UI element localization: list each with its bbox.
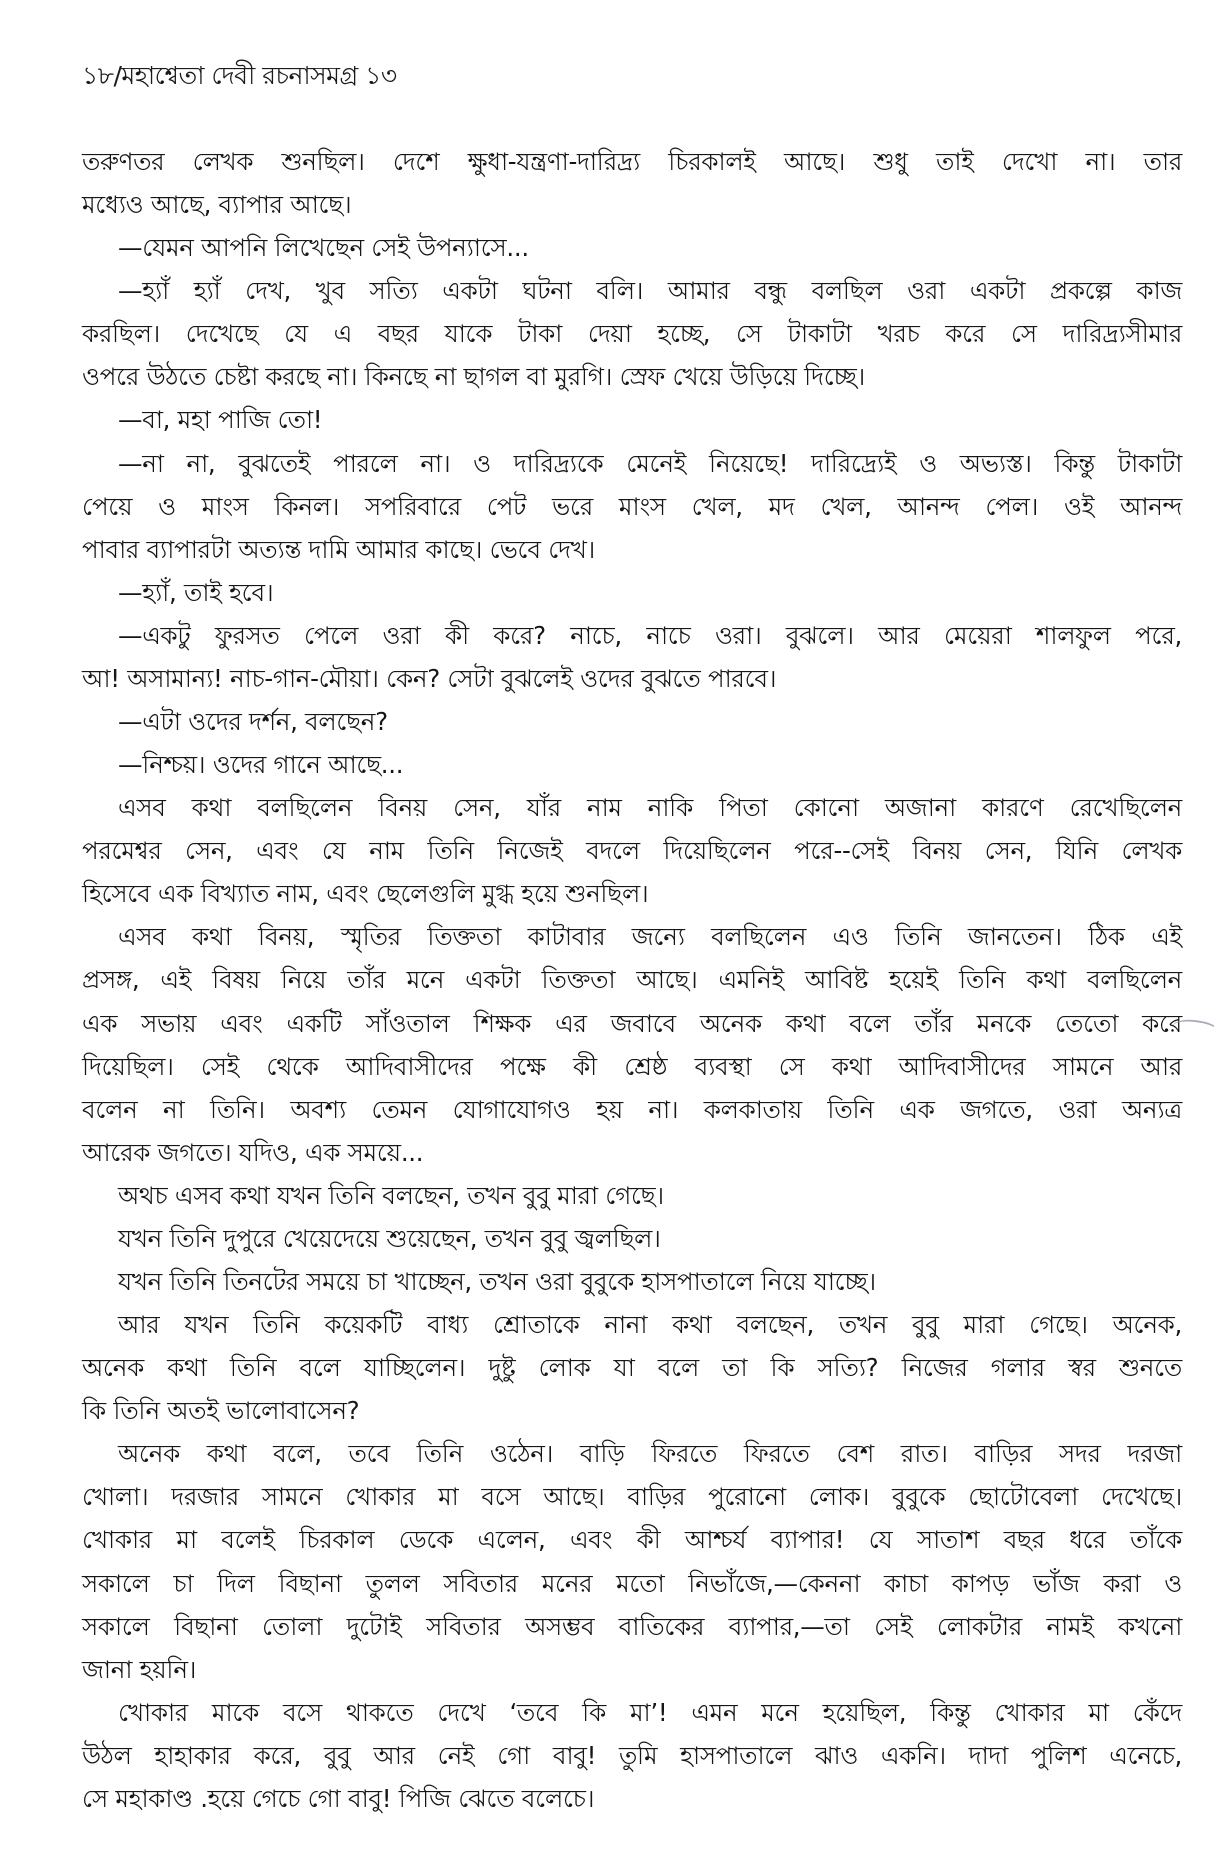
text-line: —নিশ্চয়। ওদের গানে আছে...	[118, 750, 404, 780]
text-line: মধ্যেও আছে, ব্যাপার আছে।	[82, 190, 352, 220]
text-line: দিয়েছিল। সেই থেকে আদিবাসীদের পক্ষে কী শ্রেষ্ঠ ব্যবস্থা সে কথা আদিবাসীদের সামনে আর	[82, 1051, 1182, 1081]
text-line: আর যখন তিনি কয়েকটি বাধ্য শ্রোতাকে নানা কথা বলছেন, তখন বুবু মারা গেছে। অনেক,	[118, 1310, 1182, 1340]
text-line: উঠল হাহাকার করে, বুবু আর নেই গো বাবু! তুমি হাসপাতালে ঝাও একনি। দাদা পুলিশ এনেচে,	[82, 1740, 1182, 1770]
text-line: অনেক কথা তিনি বলে যাচ্ছিলেন। দুষ্টু লোক যা বলে তা কি সত্যি? নিজের গলার স্বর শুনতে	[82, 1353, 1182, 1383]
text-line: হিসেবে এক বিখ্যাত নাম, এবং ছেলেগুলি মুগ্ধ হয়ে শুনছিল।	[82, 879, 649, 909]
text-line: —হ্যাঁ হ্যাঁ দেখ, খুব সত্যি একটা ঘটনা বলি। আমার বন্ধু বলছিল ওরা একটা প্রকল্পে কাজ	[118, 276, 1182, 306]
text-line: যখন তিনি তিনটের সময়ে চা খাচ্ছেন, তখন ওরা বুবুকে হাসপাতালে নিয়ে যাচ্ছে।	[118, 1267, 876, 1296]
text-line: অথচ এসব কথা যখন তিনি বলছেন, তখন বুবু মারা গেছে।	[118, 1180, 664, 1210]
text-line: ওপরে উঠতে চেষ্টা করছে না। কিনছে না ছাগল বা মুরগি। স্রেফ খেয়ে উড়িয়ে দিচ্ছে।	[82, 362, 865, 392]
text-line: —না না, বুঝতেই পারলে না। ও দারিদ্র্যকে মেনেই নিয়েছে! দারিদ্র্যেই ও অভ্যস্ত। কিন্তু টাকাটা	[118, 448, 1182, 478]
running-head: ১৮/মহাশ্বেতা দেবী রচনাসমগ্র ১৩	[82, 61, 397, 90]
text-line: বলেন না তিনি। অবশ্য তেমন যোগাযোগও হয় না। কলকাতায় তিনি এক জগতে, ওরা অন্যত্র	[82, 1094, 1182, 1124]
text-line: এসব কথা বিনয়, স্মৃতির তিক্ততা কাটাবার জন্যে বলছিলেন এও তিনি জানতেন। ঠিক এই	[118, 922, 1182, 952]
text-line: এসব কথা বলছিলেন বিনয় সেন, যাঁর নাম নাকি পিতা কোনো অজানা কারণে রেখেছিলেন	[118, 793, 1182, 823]
text-line: পরমেশ্বর সেন, এবং যে নাম তিনি নিজেই বদলে দিয়েছিলেন পরে--সেই বিনয় সেন, যিনি লেখক	[82, 836, 1182, 866]
text-line: খোলা। দরজার সামনে খোকার মা বসে আছে। বাড়ির পুরোনো লোক। বুবুকে ছোটোবেলা দেখেছে।	[82, 1482, 1182, 1512]
text-line: —একটু ফুরসত পেলে ওরা কী করে? নাচে, নাচে ওরা। বুঝলে। আর মেয়েরা শালফুল পরে,	[118, 620, 1182, 650]
text-line: সে মহাকাণ্ড .হয়ে গেচে গো বাবু! পিজি ঝেতে বলেচে।	[82, 1783, 595, 1813]
text-line: —হ্যাঁ, তাই হবে।	[118, 577, 274, 607]
text-line: প্রসঙ্গ, এই বিষয় নিয়ে তাঁর মনে একটা তিক্ততা আছে। এমনিই আবিষ্ট হয়েই তিনি কথা বলছিলেন	[82, 965, 1182, 995]
text-line: সকালে চা দিল বিছানা তুলল সবিতার মনের মতো নিভাঁজে,—কেননা কাচা কাপড় ভাঁজ করা ও	[82, 1568, 1182, 1598]
text-line: কি তিনি অতই ভালোবাসেন?	[82, 1396, 360, 1426]
text-line: খোকার মাকে বসে থাকতে দেখে ‘তবে কি মা’! এমন মনে হয়েছিল, কিন্তু খোকার মা কেঁদে	[118, 1697, 1182, 1727]
text-line: তরুণতর লেখক শুনছিল। দেশে ক্ষুধা-যন্ত্রণা-দারিদ্র্য চিরকালই আছে। শুধু তাই দেখো না। তার	[82, 147, 1182, 176]
text-line: পেয়ে ও মাংস কিনল। সপরিবারে পেট ভরে মাংস খেল, মদ খেল, আনন্দ পেল। ওই আনন্দ	[82, 491, 1182, 521]
text-line: এক সভায় এবং একটি সাঁওতাল শিক্ষক এর জবাবে অনেক কথা বলে তাঁর মনকে তেতো করে	[82, 1008, 1182, 1038]
text-line: —যেমন আপনি লিখেছেন সেই উপন্যাসে...	[118, 233, 529, 263]
text-line: জানা হয়নি।	[82, 1654, 197, 1684]
text-line: যখন তিনি দুপুরে খেয়েদেয়ে শুয়েছেন, তখন বুবু জ্বলছিল।	[118, 1223, 661, 1253]
text-line: সকালে বিছানা তোলা দুটোই সবিতার অসম্ভব বাতিকের ব্যাপার,—তা সেই লোকটার নামই কখনো	[82, 1611, 1182, 1641]
text-line: পাবার ব্যাপারটা অত্যন্ত দামি আমার কাছে। ভেবে দেখ।	[82, 534, 595, 564]
text-line: আরেক জগতে। যদিও, এক সময়ে...	[82, 1137, 424, 1167]
text-line: করছিল। দেখেছে যে এ বছর যাকে টাকা দেয়া হচ্ছে, সে টাকাটা খরচ করে সে দারিদ্র্যসীমার	[82, 319, 1182, 349]
text-line: —এটা ওদের দর্শন, বলছেন?	[118, 707, 388, 736]
text-line: অনেক কথা বলে, তবে তিনি ওঠেন। বাড়ি ফিরতে ফিরতে বেশ রাত। বাড়ির সদর দরজা	[118, 1439, 1182, 1469]
text-line: খোকার মা বলেই চিরকাল ডেকে এলেন, এবং কী আশ্চর্য ব্যাপার! যে সাতাশ বছর ধরে তাঁকে	[82, 1525, 1182, 1555]
text-line: —বা, মহা পাজি তো!	[118, 405, 323, 435]
text-line: আ! অসামান্য! নাচ-গান-মৌয়া। কেন? সেটা বুঝলেই ওদের বুঝতে পারবে।	[82, 663, 777, 693]
